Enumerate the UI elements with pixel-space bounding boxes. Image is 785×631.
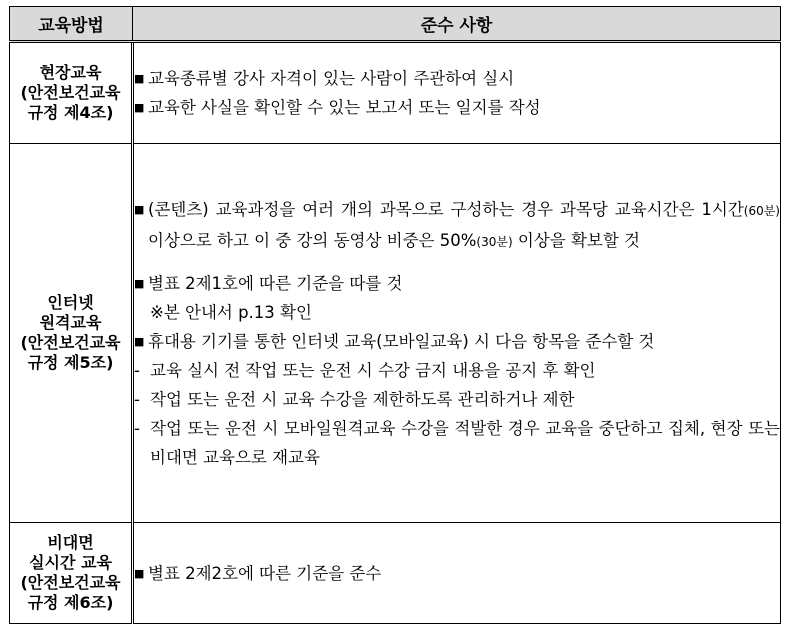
dash-bullet: - xyxy=(134,360,140,380)
sub-list-item xyxy=(134,385,780,414)
method-line: 규정 제6조) xyxy=(27,593,114,612)
item-text: 별표 2제2호에 따른 기준을 준수 xyxy=(148,563,382,583)
method-cell-onsite xyxy=(10,42,133,144)
sub-list-item xyxy=(134,356,780,385)
square-bullet-icon: ■ xyxy=(134,276,145,290)
table-row-onsite xyxy=(10,42,781,144)
sub-item-text: 작업 또는 운전 시 교육 수강을 제한하도록 관리하거나 제한 xyxy=(150,389,575,409)
method-line: 원격교육 xyxy=(39,313,102,332)
sub-item-text: 작업 또는 운전 시 모바일원격교육 수강을 적발한 경우 교육을 중단하고 집체, 현장 또는 비대면 교육으로 재교육 xyxy=(150,418,780,467)
square-bullet-icon: ■ xyxy=(134,72,145,85)
method-line: 규정 제4조) xyxy=(27,103,114,122)
method-line: 현장교육 xyxy=(39,63,102,82)
header-row xyxy=(10,7,781,42)
sub-list-item xyxy=(134,414,780,472)
method-line: 비대면 xyxy=(47,533,94,552)
square-bullet-icon: ■ xyxy=(134,566,145,580)
list-item xyxy=(134,64,780,93)
rules-table-frame xyxy=(9,6,780,626)
content-text: 이상을 확보할 것 xyxy=(512,230,640,250)
list-item xyxy=(134,269,780,298)
method-line: 실시간 교육 xyxy=(29,553,112,572)
list-item xyxy=(134,559,780,588)
method-line: (안전보건교육 xyxy=(20,333,121,352)
content-text: (콘텐츠) 교육과정을 여러 개의 과목으로 구성하는 경우 과목당 교육시간은 1시간 xyxy=(148,199,744,219)
method-cell-realtime xyxy=(10,523,133,624)
square-bullet-icon: ■ xyxy=(134,334,145,348)
list-item xyxy=(134,93,780,122)
header-method: 교육방법 xyxy=(10,7,133,42)
header-rules: 준수 사항 xyxy=(133,7,781,42)
method-cell-online xyxy=(10,144,133,523)
item-text: 별표 2제1호에 따른 기준을 따를 것 xyxy=(148,273,403,293)
item-text: 교육종류별 강사 자격이 있는 사람이 주관하여 실시 xyxy=(148,69,515,88)
method-line: 규정 제5조) xyxy=(27,353,114,372)
duration-note: (60분) xyxy=(743,203,780,218)
method-line: (안전보건교육 xyxy=(20,83,121,102)
method-line: (안전보건교육 xyxy=(20,573,121,592)
item-text xyxy=(148,195,780,257)
dash-bullet: - xyxy=(134,389,140,409)
compliance-table xyxy=(9,6,781,624)
square-bullet-icon: ■ xyxy=(134,202,145,216)
reference-note: ※본 안내서 p.13 확인 xyxy=(150,302,312,322)
dash-bullet: - xyxy=(134,418,140,438)
table-row-online xyxy=(10,144,781,523)
table-row-realtime xyxy=(10,523,781,624)
rules-cell-realtime xyxy=(133,523,781,624)
list-item xyxy=(134,327,780,356)
item-text: 교육한 사실을 확인할 수 있는 보고서 또는 일지를 작성 xyxy=(148,98,541,117)
sub-item-text: 교육 실시 전 작업 또는 운전 시 수강 금지 내용을 공지 후 확인 xyxy=(150,360,596,380)
list-item xyxy=(134,195,780,257)
rules-cell-onsite xyxy=(133,42,781,144)
duration-note: (30분) xyxy=(476,234,513,249)
item-text: 휴대용 기기를 통한 인터넷 교육(모바일교육) 시 다음 항목을 준수할 것 xyxy=(148,331,655,351)
square-bullet-icon: ■ xyxy=(134,101,145,114)
method-line: 인터넷 xyxy=(47,293,94,312)
rules-cell-online xyxy=(133,144,781,523)
content-text: 이상으로 하고 이 중 강의 동영상 비중은 50% xyxy=(148,230,477,250)
